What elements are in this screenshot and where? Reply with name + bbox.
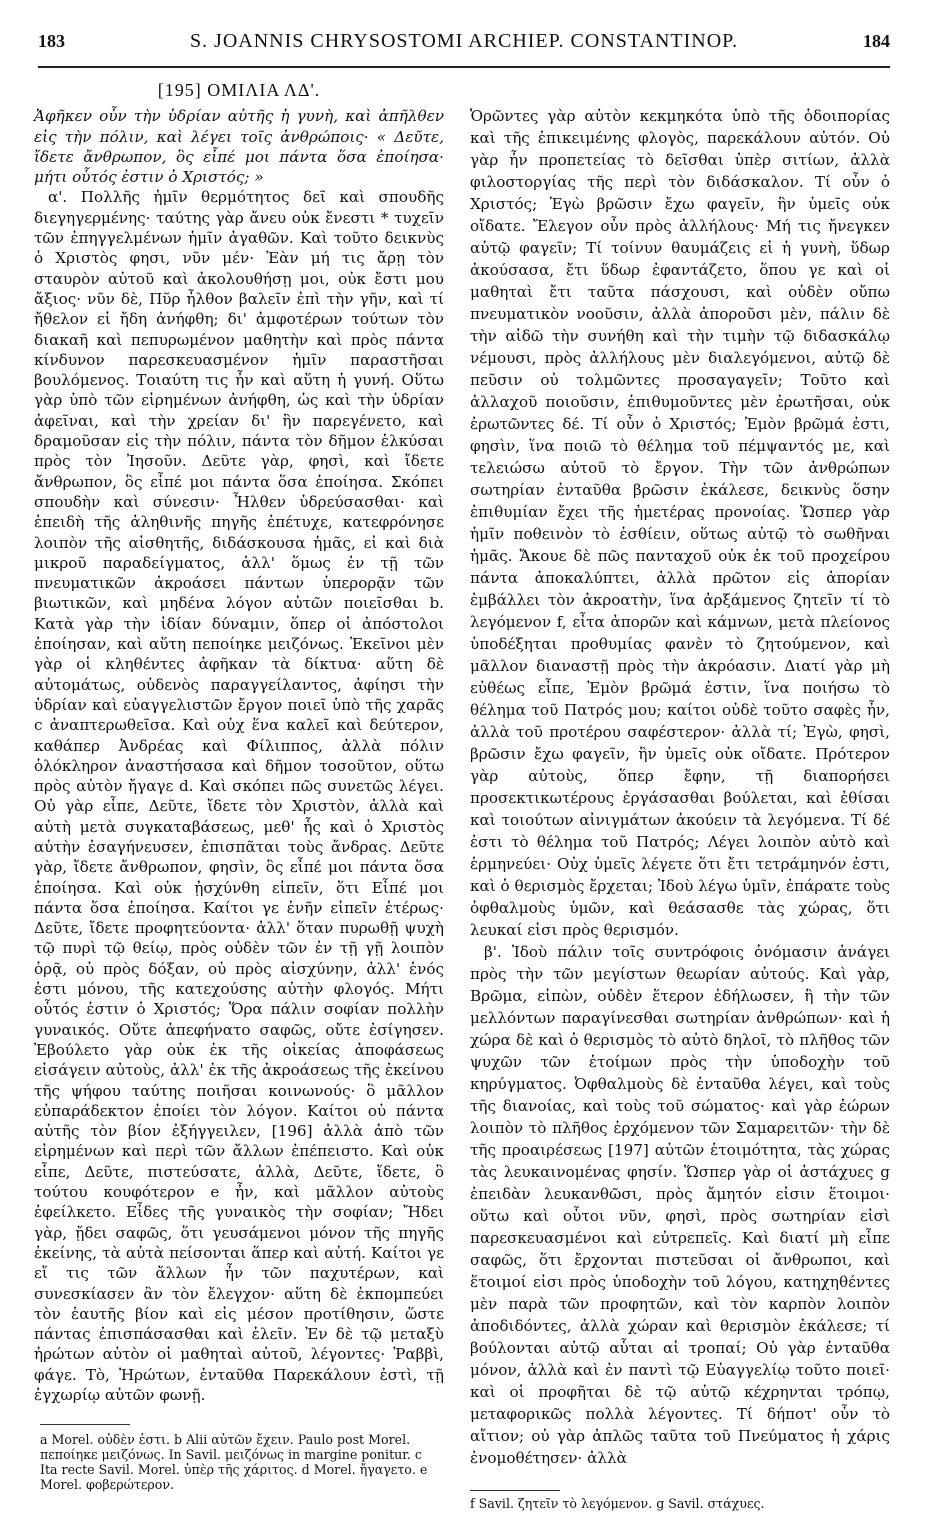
page-number-left: 183 — [38, 31, 65, 51]
footnote-rule-left — [40, 1424, 130, 1425]
footnotes-left: a Morel. οὐδὲν ἐστι. b Alii αὐτῶν ἔχειν. Paulo post Morel. πεποίηκε μειζόνως. In Savil. μειζόνως in margine ponitur. c Ita recte Savil. Morel. ὑπὲρ τῆς χάριτος. d Morel. ἤγαγετο. e Morel. φοβερώτερον. — [40, 1432, 428, 1492]
commentary-paragraph-section-2: β'. Ἰδοὺ πάλιν τοῖς συντρόφοις ὀνόμασιν ἀνάγει πρὸς τὴν τῶν μεγίστων θεωρίαν αὐτούς. Καὶ γὰρ, Βρῶμα, εἰπὼν, οὐδὲν ἕτερον ἐδήλωσεν, ἢ τὴν τῶν μελλόντων παραγίνεσθαι σωτηρίαν ἀνθρώπων· καὶ ἡ χώρα δὲ καὶ ὁ θερισμὸς τὸ αὐτὸ δηλοῖ, τὸ πλῆθος τῶν ψυχῶν τῶν ἑτοίμων πρὸς τὴν ὑποδοχὴν τοῦ κηρύγματος. Ὀφθαλμοὺς δὲ ἐνταῦθα λέγει, καὶ τοὺς τῆς διανοίας, καὶ τοὺς τοῦ σώματος· καὶ γὰρ ἑώρων λοιπὸν τὸ πλῆθος ἐρχόμενον τῶν Σαμαρειτῶν· τὴν δὲ τῆς προαιρέσεως [197] αὐτῶν ἑτοιμότητα, τὰς χώρας τὰς λευκαινομένας φησίν. Ὥσπερ γὰρ οἱ ἀστάχυες g ἐπειδὰν λευκανθῶσι, πρὸς ἄμητόν εἰσιν ἕτοιμοι· οὕτω καὶ οὗτοι νῦν, φησὶ, πρὸς σωτηρίαν εἰσὶ παρεσκευασμένοι καὶ εὐτρεπεῖς. Καὶ διατί μὴ εἶπε σαφῶς, ὅτι ἔρχονται πιστεῦσαι οἱ ἄνθρωποι, καὶ ἕτοιμοί εἰσι πρὸς ὑποδοχὴν τοῦ λόγου, κατηχηθέντες μὲν παρὰ τῶν προφητῶν, καὶ τὸν καρπὸν λοιπὸν ἀποδιδόντες, ἀλλὰ χώραν καὶ θερισμὸν ἐκάλεσε; τί βούλονται αὐτῷ αὗται αἱ τροπαί; Οὐ γὰρ ἐνταῦθα μόνον, ἀλλὰ καὶ ἐν παντὶ τῷ Εὐαγγελίῳ τοῦτο ποιεῖ· καὶ οἱ προφῆται δὲ τῷ αὐτῷ κέχρηνται τρόπῳ, μεταφορικῶς πολλὰ λέγοντες. Τί δήποτ' οὖν τὸ αἴτιον; οὐ γὰρ ἁπλῶς ταῦτα τοῦ Πνεύματος ἡ χάρις ἐνομοθέτησεν· ἀλλὰ — [470, 943, 890, 1467]
running-header — [38, 30, 890, 56]
footnotes-right: f Savil. ζητεῖν τὸ λεγόμενον. g Savil. στάχυες. — [470, 1496, 765, 1511]
commentary-paragraph: α'. Πολλῆς ἡμῖν θερμότητος δεῖ καὶ σπουδῆς διεγηγερμένης· ταύτης γὰρ ἄνευ οὐκ ἔνεστι * τυχεῖν τῶν ἐπηγγελμένων ἡμῖν ἀγαθῶν. Καὶ τοῦτο δεικνὺς ὁ Χριστὸς φησι, νῦν μέν· Ἐὰν μή τις ἄρῃ τὸν σταυρὸν αὐτοῦ καὶ ἀκολουθήσῃ μοι, οὐκ ἔστι μου ἄξιος· νῦν δὲ, Πῦρ ἦλθον βαλεῖν ἐπὶ τὴν γῆν, καὶ τί ἤθελον εἰ ἤδη ἀνήφθη; δι' ἀμφοτέρων τούτων τὸν διακαῆ καὶ πεπυρωμένον μαθητὴν καὶ πρὸς πάντα κίνδυνον παρεσκευασμένον ἡμῖν παραστῆσαι βουλόμενος. Τοιαύτη τις ἦν καὶ αὕτη ἡ γυνή. Οὕτω γὰρ ὑπὸ τῶν εἰρημένων ἀνήφθη, ὡς καὶ τὴν ὑδρίαν ἀφεῖναι, καὶ τὴν χρείαν δι' ἣν παρεγένετο, καὶ δραμοῦσαν εἰς τὴν πόλιν, πάντα τὸν δῆμον ἑλκύσαι πρὸς τὸν Ἰησοῦν. Δεῦτε γὰρ, φησὶ, καὶ ἴδετε ἄνθρωπον, ὃς εἶπέ μοι πάντα ὅσα ἐποίησα. Σκόπει σπουδὴν καὶ σύνεσιν· Ἦλθεν ὑδρεύσασθαι· καὶ ἐπειδὴ τῆς ἀληθινῆς πηγῆς ἐπέτυχε, κατεφρόνησε λοιπὸν τῆς αἰσθητῆς, διδάσκουσα ἡμᾶς, εἰ καὶ διὰ μικροῦ παραδείγματος, ἀλλ' ὅμως ἐν τῇ τῶν πνευματικῶν ἀκροάσει πάντων ὑπερορᾷν τῶν βιωτικῶν, καὶ μηδένα λόγον αὐτῶν ποιεῖσθαι b. Κατὰ γὰρ τὴν ἰδίαν δύναμιν, ὅπερ οἱ ἀπόστολοι ἐποίησαν, καὶ αὕτη πεποίηκε μειζόνως. Ἐκεῖνοι μὲν γὰρ οἱ κληθέντες ἀφῆκαν τὰ δίκτυα· αὕτη δὲ αὐτομάτως, οὐδενὸς παραγγείλαντος, ἀφίησι τὴν ὑδρίαν καὶ εὐαγγελιστῶν ἔργον ποιεῖ ὑπὸ τῆς χαρᾶς c ἀναπτερωθεῖσα. Καὶ οὐχ ἕνα καλεῖ καὶ δεύτερον, καθάπερ Ἀνδρέας καὶ Φίλιππος, ἀλλὰ πόλιν ὁλόκληρον ἀναστήσασα καὶ δῆμον τοσοῦτον, οὕτω πρὸς αὐτὸν ἤγαγε d. Καὶ σκόπει πῶς συνετῶς λέγει. Οὐ γὰρ εἶπε, Δεῦτε, ἴδετε τὸν Χριστὸν, ἀλλὰ καὶ αὐτὴ μετὰ συγκαταβάσεως, μεθ' ἧς καὶ ὁ Χριστὸς αὐτὴν ἐσαγήνευσεν, ἐπισπᾶται τοὺς ἄνδρας. Δεῦτε γὰρ, ἴδετε ἄνθρωπον, φησὶν, ὃς εἶπέ μοι πάντα ὅσα ἐποίησα. Καὶ οὐκ ᾐσχύνθη εἰπεῖν, ὅτι Εἶπέ μοι πάντα ὅσα ἐποίησα. Καίτοι γε ἐνῆν εἰπεῖν ἑτέρως· Δεῦτε, ἴδετε προφητεύοντα· ἀλλ' ὅταν πυρωθῇ ψυχὴ τῷ πυρὶ τῷ θείῳ, πρὸς οὐδὲν τῶν ἐν τῇ γῇ λοιπὸν ὁρᾷ, οὐ πρὸς δόξαν, οὐ πρὸς αἰσχύνην, ἀλλ' ἑνός ἐστι μόνου, τῆς κατεχούσης αὐτὴν φλογός. Μήτι οὗτός ἐστιν ὁ Χριστός; Ὅρα πάλιν σοφίαν πολλὴν γυναικός. Οὔτε ἀπεφήνατο σαφῶς, οὔτε ἐσίγησεν. Ἐβούλετο γὰρ οὐκ ἐκ τῆς οἰκείας ἀποφάσεως εἰσάγειν αὐτοὺς, ἀλλ' ἐκ τῆς ἀκροάσεως τῆς ἐκείνου τῆς ψήφου ταύτης ποιῆσαι κοινωνούς· ὃ μᾶλλον εὐπαράδεκτον ἐποίει τὸν λόγον. Καίτοι οὐ πάντα αὐτῆς τὸν βίον ἐξήγγειλεν, [196] ἀλλὰ ἀπὸ τῶν εἰρημένων καὶ περὶ τῶν ἄλλων ἐπέπειστο. Καὶ οὐκ εἶπε, Δεῦτε, πιστεύσατε, ἀλλὰ, Δεῦτε, ἴδετε, ὃ τούτου κουφότερον e ἦν, καὶ μᾶλλον αὐτοὺς ἐφείλκετο. Εἶδες τῆς γυναικὸς τὴν σοφίαν; Ἤδει γὰρ, ᾔδει σαφῶς, ὅτι γευσάμενοι μόνον τῆς πηγῆς ἐκείνης, τὰ αὐτὰ πείσονται ἅπερ καὶ αὐτή. Καίτοι γε εἴ τις τῶν ἄλλων ἦν τῶν παχυτέρων, καὶ συνεσκίασεν ἂν τὸν ἔλεγχον· αὕτη δὲ ἐκπομπεύει τὸν ἑαυτῆς βίον καὶ εἰς μέσον προτίθησιν, ὥστε πάντας ἐπισπάσασθαι καὶ ἑλεῖν. Ἐν δὲ τῷ μεταξὺ ἠρώτων αὐτὸν οἱ μαθηταὶ αὐτοῦ, λέγοντες· Ῥαββὶ, φάγε. Τὸ, Ἠρώτων, ἐνταῦθα Παρεκάλουν ἐστὶ, τῇ ἐγχωρίῳ αὐτῶν φωνῇ. — [34, 188, 444, 1404]
right-column-top-spacer — [470, 80, 890, 105]
scripture-lemma: Ἀφῆκεν οὖν τὴν ὑδρίαν αὐτῆς ἡ γυνὴ, καὶ ἀπῆλθεν εἰς τὴν πόλιν, καὶ λέγει τοῖς ἀνθρώποις· « Δεῦτε, ἴδετε ἄνθρωπον, ὃς εἶπέ μοι πάντα ὅσα ἐποίησα· μήτι οὗτός ἐστιν ὁ Χριστός; » — [34, 107, 444, 187]
right-column — [470, 80, 890, 1469]
header-rule — [38, 66, 890, 68]
footnote-rule-right — [470, 1490, 560, 1491]
commentary-paragraph-continued: Ὁρῶντες γὰρ αὐτὸν κεκμηκότα ὑπὸ τῆς ὁδοιπορίας καὶ τῆς ἐπικειμένης φλογὸς, παρεκάλουν αὐτόν. Οὐ γὰρ ἦν προπετείας τὸ δεῖσθαι ὑπὲρ σιτίων, ἀλλὰ φιλοστοργίας τῆς περὶ τὸν διδάσκαλον. Τί οὖν ὁ Χριστός; Ἐγὼ βρῶσιν ἔχω φαγεῖν, ἣν ὑμεῖς οὐκ οἴδατε. Ἔλεγον οὖν πρὸς ἀλλήλους· Μή τις ἤνεγκεν αὐτῷ φαγεῖν; Τί τοίνυν θαυμάζεις εἰ ἡ γυνὴ, ὕδωρ ἀκούσασα, ἔτι ὕδωρ ἐφαντάζετο, ὅπου γε καὶ οἱ μαθηταὶ ἔτι ταῦτα πάσχουσι, καὶ οὐδὲν οὔπω πνευματικὸν νοοῦσιν, ἀλλὰ ἀποροῦσι μὲν, πάλιν δὲ τὴν αἰδῶ τὴν συνήθη καὶ τὴν τιμὴν τῷ διδασκάλῳ νέμουσι, πρὸς ἀλλήλους μὲν διαλεγόμενοι, αὐτῷ δὲ πεῦσιν οὐ τολμῶντες προσαγαγεῖν; Τοῦτο καὶ ἀλλαχοῦ ποιοῦσιν, ἐπιθυμοῦντες μὲν ἐρωτῆσαι, οὐκ ἐρωτῶντες δέ. Τί οὖν ὁ Χριστός; Ἐμὸν βρῶμά ἐστι, φησὶν, ἵνα ποιῶ τὸ θέλημα τοῦ πέμψαντός με, καὶ τελειώσω αὐτοῦ τὸ ἔργον. Τὴν τῶν ἀνθρώπων σωτηρίαν ἐνταῦθα βρῶσιν ἐκάλεσε, δεικνὺς ὅσην ἐπιθυμίαν ἔχει τῆς ἡμετέρας προνοίας. Ὥσπερ γὰρ ἡμῖν ποθεινὸν τὸ ἐσθίειν, οὕτως αὐτῷ τὸ σωθῆναι ἡμᾶς. Ἄκουε δὲ πῶς πανταχοῦ οὐκ ἐκ τοῦ προχείρου πάντα ἀποκαλύπτει, ἀλλὰ πρῶτον εἰς ἀπορίαν ἐμβάλλει τὸν ἀκροατὴν, ἵνα ἀρξάμενος ζητεῖν τί τὸ λεγόμενον f, εἶτα ἀπορῶν καὶ κάμνων, μετὰ πλείονος ὑποδέξηται προθυμίας φανὲν τὸ ζητούμενον, καὶ μᾶλλον διαναστῇ πρὸς τὴν ἀκρόασιν. Διατί γὰρ μὴ εὐθέως εἶπε, Ἐμὸν βρῶμά ἐστιν, ἵνα ποιήσω τὸ θέλημα τοῦ Πατρός μου; καίτοι οὐδὲ τοῦτο σαφὲς ἦν, ἀλλὰ τοῦ προτέρου σαφέστερον· ἀλλὰ τί; Ἐγὼ, φησὶ, βρῶσιν ἔχω φαγεῖν, ἣν ὑμεῖς οὐκ οἴδατε. Πρότερον γὰρ αὐτοὺς, ὅπερ ἔφην, τῇ διαπορήσει προσεκτικωτέρους ἐργάσασθαι βούλεται, καὶ ἐθίσαι καὶ τοιούτων αἰνιγμάτων ἀκούειν τὰ λεγόμενα. Τί δέ ἐστι τὸ θέλημα τοῦ Πατρός; Λέγει λοιπὸν αὐτὸ καὶ ἑρμηνεύει· Οὐχ ὑμεῖς λέγετε ὅτι ἔτι τετράμηνόν ἐστι, καὶ ὁ θερισμὸς ἔρχεται; Ἰδοὺ λέγω ὑμῖν, ἐπάρατε τοὺς ὀφθαλμοὺς ὑμῶν, καὶ θεάσασθε τὰς χώρας, ὅτι λευκαί εἰσι πρὸς θερισμόν. — [470, 107, 890, 939]
left-column — [34, 80, 444, 1405]
page-number-right: 184 — [863, 31, 890, 51]
homily-title: [195] ΟΜΙΛΙΑ ΛΔ'. — [157, 80, 321, 100]
running-title: S. JOANNIS CHRYSOSTOMI ARCHIEP. CONSTANTINOP. — [189, 30, 739, 52]
